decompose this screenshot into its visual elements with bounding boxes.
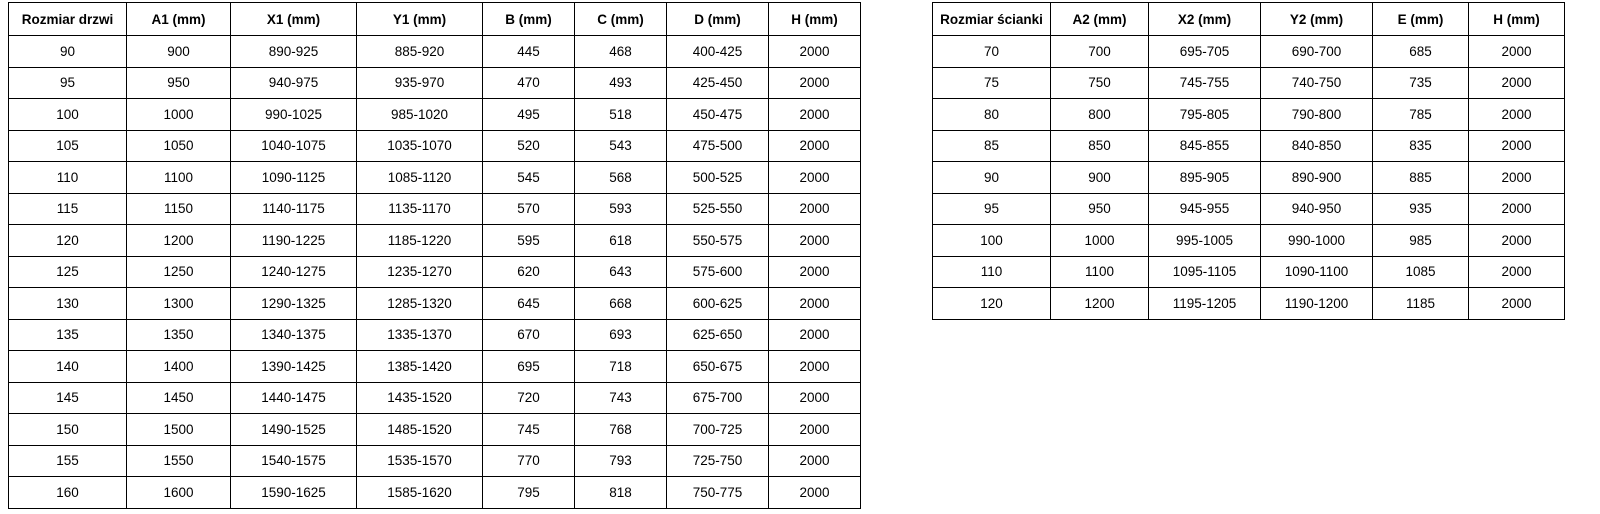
table-cell: 1285-1320 xyxy=(357,288,483,320)
table-cell: 2000 xyxy=(1469,162,1565,194)
table-cell: 95 xyxy=(9,67,127,99)
table-cell: 550-575 xyxy=(667,225,769,257)
table-cell: 885-920 xyxy=(357,36,483,68)
table-row xyxy=(9,130,861,162)
table-cell: 750 xyxy=(1051,67,1149,99)
table-cell: 2000 xyxy=(769,477,861,509)
table-cell: 80 xyxy=(933,99,1051,131)
wall-table-header xyxy=(933,3,1565,36)
table-row xyxy=(9,351,861,383)
table-cell: 1490-1525 xyxy=(231,414,357,446)
table-cell: 2000 xyxy=(1469,288,1565,320)
table-cell: 2000 xyxy=(769,99,861,131)
table-cell: 1185 xyxy=(1373,288,1469,320)
table-cell: 895-905 xyxy=(1149,162,1261,194)
table-cell: 2000 xyxy=(769,256,861,288)
wall-table-body xyxy=(933,36,1565,320)
table-cell: 120 xyxy=(933,288,1051,320)
table-cell: 950 xyxy=(127,67,231,99)
table-row xyxy=(933,193,1565,225)
table-cell: 543 xyxy=(575,130,667,162)
table-cell: 90 xyxy=(9,36,127,68)
table-cell: 125 xyxy=(9,256,127,288)
table-cell: 770 xyxy=(483,445,575,477)
table-cell: 1590-1625 xyxy=(231,477,357,509)
table-cell: 1100 xyxy=(1051,256,1149,288)
table-cell: 1190-1225 xyxy=(231,225,357,257)
table-cell: 1185-1220 xyxy=(357,225,483,257)
table-cell: 743 xyxy=(575,382,667,414)
table-row xyxy=(933,99,1565,131)
table-cell: 425-450 xyxy=(667,67,769,99)
table-cell: 675-700 xyxy=(667,382,769,414)
table-cell: 470 xyxy=(483,67,575,99)
table-cell: 1300 xyxy=(127,288,231,320)
table-cell: 1335-1370 xyxy=(357,319,483,351)
table-cell: 2000 xyxy=(1469,130,1565,162)
table-cell: 818 xyxy=(575,477,667,509)
table-cell: 75 xyxy=(933,67,1051,99)
table-cell: 985-1020 xyxy=(357,99,483,131)
table-cell: 1585-1620 xyxy=(357,477,483,509)
table-row xyxy=(9,319,861,351)
wall-column-header: H (mm) xyxy=(1469,3,1565,36)
table-cell: 445 xyxy=(483,36,575,68)
table-cell: 985 xyxy=(1373,225,1469,257)
door-column-header: Y1 (mm) xyxy=(357,3,483,36)
table-cell: 793 xyxy=(575,445,667,477)
table-cell: 1090-1125 xyxy=(231,162,357,194)
door-table-header xyxy=(9,3,861,36)
door-column-header: Rozmiar drzwi xyxy=(9,3,127,36)
door-column-header: C (mm) xyxy=(575,3,667,36)
table-cell: 2000 xyxy=(769,67,861,99)
table-cell: 840-850 xyxy=(1261,130,1373,162)
table-cell: 110 xyxy=(9,162,127,194)
table-row xyxy=(933,256,1565,288)
table-row xyxy=(933,67,1565,99)
table-cell: 95 xyxy=(933,193,1051,225)
door-column-header: D (mm) xyxy=(667,3,769,36)
table-cell: 670 xyxy=(483,319,575,351)
table-cell: 100 xyxy=(933,225,1051,257)
table-cell: 1435-1520 xyxy=(357,382,483,414)
table-cell: 625-650 xyxy=(667,319,769,351)
table-cell: 950 xyxy=(1051,193,1149,225)
table-cell: 700-725 xyxy=(667,414,769,446)
wall-column-header: Y2 (mm) xyxy=(1261,3,1373,36)
table-cell: 720 xyxy=(483,382,575,414)
door-column-header: A1 (mm) xyxy=(127,3,231,36)
table-cell: 2000 xyxy=(769,36,861,68)
table-cell: 890-900 xyxy=(1261,162,1373,194)
table-cell: 725-750 xyxy=(667,445,769,477)
table-cell: 570 xyxy=(483,193,575,225)
table-cell: 885 xyxy=(1373,162,1469,194)
table-cell: 1085-1120 xyxy=(357,162,483,194)
table-cell: 1235-1270 xyxy=(357,256,483,288)
table-cell: 2000 xyxy=(1469,193,1565,225)
table-cell: 70 xyxy=(933,36,1051,68)
table-cell: 790-800 xyxy=(1261,99,1373,131)
table-cell: 450-475 xyxy=(667,99,769,131)
table-cell: 595 xyxy=(483,225,575,257)
table-cell: 135 xyxy=(9,319,127,351)
table-cell: 145 xyxy=(9,382,127,414)
table-cell: 1200 xyxy=(1051,288,1149,320)
table-row xyxy=(9,162,861,194)
table-cell: 1600 xyxy=(127,477,231,509)
wall-panel-dimensions-table xyxy=(932,2,1565,320)
door-column-header: B (mm) xyxy=(483,3,575,36)
table-cell: 940-975 xyxy=(231,67,357,99)
table-cell: 90 xyxy=(933,162,1051,194)
table-cell: 695 xyxy=(483,351,575,383)
table-cell: 795 xyxy=(483,477,575,509)
door-column-header: H (mm) xyxy=(769,3,861,36)
table-row xyxy=(9,193,861,225)
table-cell: 105 xyxy=(9,130,127,162)
table-row xyxy=(9,225,861,257)
table-cell: 1040-1075 xyxy=(231,130,357,162)
table-cell: 845-855 xyxy=(1149,130,1261,162)
table-cell: 750-775 xyxy=(667,477,769,509)
table-cell: 2000 xyxy=(769,162,861,194)
table-cell: 2000 xyxy=(769,130,861,162)
table-cell: 500-525 xyxy=(667,162,769,194)
table-cell: 740-750 xyxy=(1261,67,1373,99)
table-cell: 940-950 xyxy=(1261,193,1373,225)
table-header-row xyxy=(933,3,1565,36)
table-cell: 1000 xyxy=(127,99,231,131)
table-cell: 575-600 xyxy=(667,256,769,288)
table-cell: 2000 xyxy=(769,351,861,383)
table-cell: 650-675 xyxy=(667,351,769,383)
table-cell: 795-805 xyxy=(1149,99,1261,131)
table-cell: 525-550 xyxy=(667,193,769,225)
table-cell: 150 xyxy=(9,414,127,446)
table-cell: 110 xyxy=(933,256,1051,288)
table-cell: 475-500 xyxy=(667,130,769,162)
table-cell: 593 xyxy=(575,193,667,225)
table-row xyxy=(9,382,861,414)
table-cell: 1485-1520 xyxy=(357,414,483,446)
table-row xyxy=(933,225,1565,257)
table-header-row xyxy=(9,3,861,36)
table-cell: 645 xyxy=(483,288,575,320)
table-cell: 935 xyxy=(1373,193,1469,225)
table-cell: 160 xyxy=(9,477,127,509)
table-cell: 1350 xyxy=(127,319,231,351)
table-cell: 2000 xyxy=(1469,99,1565,131)
table-cell: 1290-1325 xyxy=(231,288,357,320)
table-row xyxy=(933,130,1565,162)
table-cell: 745 xyxy=(483,414,575,446)
table-cell: 1340-1375 xyxy=(231,319,357,351)
table-cell: 1050 xyxy=(127,130,231,162)
table-row xyxy=(9,414,861,446)
table-cell: 800 xyxy=(1051,99,1149,131)
table-cell: 700 xyxy=(1051,36,1149,68)
table-row xyxy=(9,99,861,131)
wall-column-header: A2 (mm) xyxy=(1051,3,1149,36)
table-cell: 900 xyxy=(1051,162,1149,194)
table-cell: 140 xyxy=(9,351,127,383)
table-cell: 518 xyxy=(575,99,667,131)
table-row xyxy=(9,67,861,99)
table-cell: 600-625 xyxy=(667,288,769,320)
table-cell: 735 xyxy=(1373,67,1469,99)
table-cell: 643 xyxy=(575,256,667,288)
table-cell: 745-755 xyxy=(1149,67,1261,99)
door-column-header: X1 (mm) xyxy=(231,3,357,36)
table-cell: 2000 xyxy=(1469,36,1565,68)
table-cell: 1250 xyxy=(127,256,231,288)
table-cell: 1385-1420 xyxy=(357,351,483,383)
table-cell: 545 xyxy=(483,162,575,194)
table-row xyxy=(9,36,861,68)
table-cell: 495 xyxy=(483,99,575,131)
wall-column-header: E (mm) xyxy=(1373,3,1469,36)
table-cell: 685 xyxy=(1373,36,1469,68)
table-cell: 890-925 xyxy=(231,36,357,68)
table-cell: 718 xyxy=(575,351,667,383)
table-cell: 768 xyxy=(575,414,667,446)
table-cell: 668 xyxy=(575,288,667,320)
table-cell: 400-425 xyxy=(667,36,769,68)
door-dimensions-table xyxy=(8,2,861,509)
table-cell: 2000 xyxy=(769,414,861,446)
table-cell: 620 xyxy=(483,256,575,288)
table-cell: 995-1005 xyxy=(1149,225,1261,257)
table-cell: 850 xyxy=(1051,130,1149,162)
wall-column-header: Rozmiar ścianki xyxy=(933,3,1051,36)
table-row xyxy=(9,288,861,320)
table-cell: 1190-1200 xyxy=(1261,288,1373,320)
table-cell: 1535-1570 xyxy=(357,445,483,477)
table-cell: 1090-1100 xyxy=(1261,256,1373,288)
table-cell: 1095-1105 xyxy=(1149,256,1261,288)
table-row xyxy=(933,36,1565,68)
table-cell: 2000 xyxy=(1469,256,1565,288)
table-cell: 2000 xyxy=(769,382,861,414)
table-cell: 1195-1205 xyxy=(1149,288,1261,320)
table-cell: 100 xyxy=(9,99,127,131)
table-cell: 1500 xyxy=(127,414,231,446)
wall-column-header: X2 (mm) xyxy=(1149,3,1261,36)
table-cell: 2000 xyxy=(769,445,861,477)
table-cell: 2000 xyxy=(769,288,861,320)
table-cell: 130 xyxy=(9,288,127,320)
table-cell: 945-955 xyxy=(1149,193,1261,225)
table-cell: 785 xyxy=(1373,99,1469,131)
table-cell: 1400 xyxy=(127,351,231,383)
table-cell: 835 xyxy=(1373,130,1469,162)
table-cell: 1000 xyxy=(1051,225,1149,257)
table-cell: 1440-1475 xyxy=(231,382,357,414)
table-cell: 2000 xyxy=(769,225,861,257)
table-cell: 1550 xyxy=(127,445,231,477)
table-cell: 2000 xyxy=(769,193,861,225)
table-cell: 690-700 xyxy=(1261,36,1373,68)
table-cell: 1035-1070 xyxy=(357,130,483,162)
table-cell: 1540-1575 xyxy=(231,445,357,477)
table-cell: 1390-1425 xyxy=(231,351,357,383)
table-cell: 990-1000 xyxy=(1261,225,1373,257)
table-cell: 85 xyxy=(933,130,1051,162)
table-cell: 693 xyxy=(575,319,667,351)
table-cell: 1085 xyxy=(1373,256,1469,288)
table-cell: 2000 xyxy=(769,319,861,351)
table-cell: 1200 xyxy=(127,225,231,257)
table-cell: 1135-1170 xyxy=(357,193,483,225)
table-cell: 1150 xyxy=(127,193,231,225)
table-cell: 120 xyxy=(9,225,127,257)
table-cell: 468 xyxy=(575,36,667,68)
table-cell: 900 xyxy=(127,36,231,68)
table-cell: 520 xyxy=(483,130,575,162)
table-cell: 1140-1175 xyxy=(231,193,357,225)
table-cell: 990-1025 xyxy=(231,99,357,131)
table-cell: 2000 xyxy=(1469,67,1565,99)
table-row xyxy=(9,477,861,509)
table-cell: 1450 xyxy=(127,382,231,414)
table-row xyxy=(933,288,1565,320)
table-cell: 1100 xyxy=(127,162,231,194)
table-row xyxy=(933,162,1565,194)
table-row xyxy=(9,445,861,477)
table-cell: 493 xyxy=(575,67,667,99)
table-cell: 935-970 xyxy=(357,67,483,99)
table-row xyxy=(9,256,861,288)
table-cell: 695-705 xyxy=(1149,36,1261,68)
table-cell: 618 xyxy=(575,225,667,257)
table-cell: 115 xyxy=(9,193,127,225)
table-cell: 568 xyxy=(575,162,667,194)
table-cell: 1240-1275 xyxy=(231,256,357,288)
table-cell: 155 xyxy=(9,445,127,477)
table-cell: 2000 xyxy=(1469,225,1565,257)
door-table-body xyxy=(9,36,861,509)
